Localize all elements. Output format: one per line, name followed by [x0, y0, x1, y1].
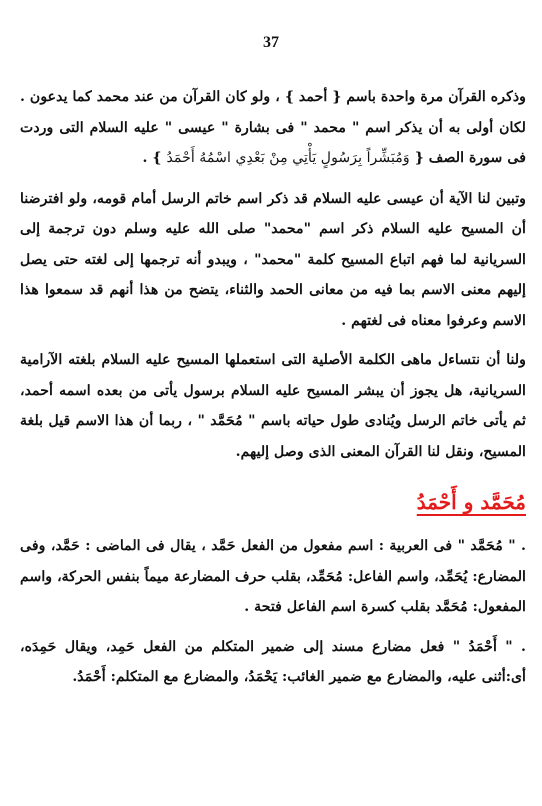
paragraph-quran-mention	[20, 82, 526, 174]
paragraph-question: ولنا أن نتساءل ماهى الكلمة الأصلية التى استعملها المسيح عليه السلام بلغته الآرامية السريانية، هل يجوز أن يبشر المسيح عليه السلام برسول يأتى من بعده اسمه أحمد، ثم يأتى خاتم الرسل ويُنادى طول حياته باسم " مُحَمَّد " ، ربما أن هذا الاسم قيل بلغة المسيح، ونقل لنا القرآن المعنى الذى وصل إليهم.	[20, 352, 526, 460]
page-body	[20, 82, 526, 693]
definition-ahmad: . " أَحْمَدُ " فعل مضارع مسند إلى ضمير المتكلم من الفعل حَمِد، ويقال حَمِدَه، أى:أثنى عليه، والمضارع مع ضمير الغائب: يَحْمَدُ، والمضارع مع المتكلم: أَحْمَدُ.	[20, 638, 526, 685]
paragraph-translation: وتبين لنا الآية أن عيسى عليه السلام قد ذكر اسم خاتم الرسل أمام قومه، ولو افترضنا أن المسيح عليه السلام ذكر اسم "محمد" صلى الله عليه وسلم دون ترجمة إلى السريانية لما فهم اتباع المسيح كلمة "محمد" ، ويبدو أنه ترجمها إلى لغته حتى يصل إليهم معنى الاسم بما فيه من معانى الحمد والثناء، يتضح من هذا أنهم قد سمعوا هذا الاسم وعرفوا معناه فى لغتهم .	[20, 190, 526, 329]
page-number: 37	[263, 34, 279, 51]
section-heading	[20, 487, 526, 517]
paragraph-text: وذكره القرآن مرة واحدة باسم { أحمد } ، ولو كان القرآن من عند محمد كما يدعون . لكان أولى به أن يذكر اسم " محمد " فى بشارة " عيسى " عليه السلام التى وردت فى سورة الصف {	[20, 89, 526, 166]
paragraph-text-end: } .	[142, 150, 167, 166]
section-heading-text: مُحَمَّد و أَحْمَدُ	[416, 490, 526, 514]
definition-muhammad: . " مُحَمَّد " فى العربية : اسم مفعول من الفعل حَمَّد ، يقال فى الماضى : حَمَّد، وفى المضارع: يُحَمِّد، واسم الفاعل: مُحَمِّد، بقلب حرف المضارعة ميماً بنفس الحركة، واسم المفعول: مُحَمَّد بقلب كسرة اسم الفاعل فتحة .	[20, 538, 526, 615]
quran-verse: وَمُبَشِّراً بِرَسُولٍ يَأْتِي مِنْ بَعْدِي اسْمُهُ أَحْمَدُ	[166, 150, 410, 166]
